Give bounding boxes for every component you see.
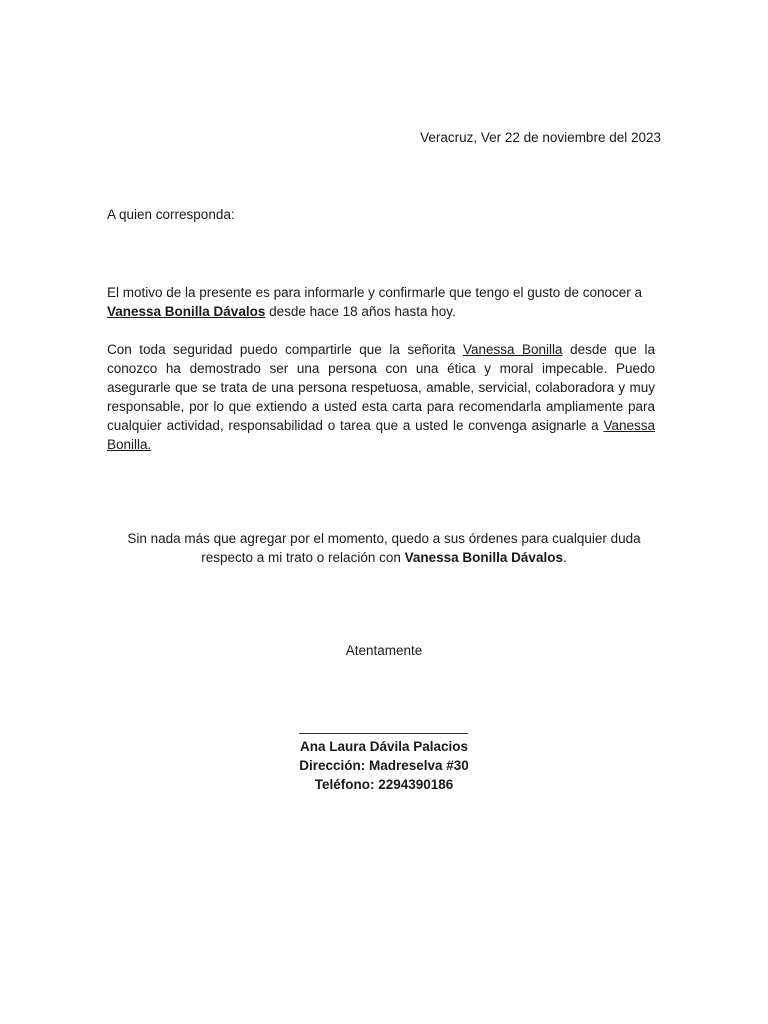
closing-person-name: Vanessa Bonilla Dávalos (404, 550, 563, 565)
letter-date: Veracruz, Ver 22 de noviembre del 2023 (420, 130, 661, 145)
recommended-person-name-end: Vanessa Bonilla. (107, 418, 655, 452)
signer-phone: Teléfono: 2294390186 (314, 777, 454, 792)
paragraph-introduction (107, 283, 655, 321)
signer-name: Ana Laura Dávila Palacios (299, 739, 469, 754)
signer-address: Dirección: Madreselva #30 (299, 758, 469, 773)
recommended-person-name: Vanessa Bonilla Dávalos (107, 304, 266, 319)
paragraph-intro-rest: desde hace 18 años hasta hoy. (269, 304, 456, 319)
closing-paragraph (107, 529, 661, 567)
salutation: A quien corresponda: (107, 207, 235, 222)
paragraph-recommendation (107, 340, 655, 454)
recommended-person-name-short: Vanessa Bonilla (462, 342, 563, 357)
paragraph-intro-text: El motivo de la presente es para informarle y confirmarle que tengo el gusto de conocer a (107, 285, 643, 300)
signature-line (299, 733, 468, 734)
recommendation-text-part1: Con toda seguridad puedo compartirle que la señorita (107, 342, 456, 357)
signature-block (0, 737, 768, 794)
closing-period: . (562, 550, 567, 565)
recommendation-text-part2: desde que la conozco ha demostrado ser una persona con una ética y moral impecable. Puedo asegurarle que se trata de una persona respetuosa, amable, servicial, colaboradora y muy responsable, por lo que extiendo a usted esta carta para recomendarla ampliamente para cualquier actividad, responsabilidad o tarea que a usted le convenga asignarle a (107, 342, 655, 433)
closing-text: Sin nada más que agregar por el momento, quedo a sus órdenes para cualquier duda respecto a mi trato o relación con (127, 531, 641, 565)
sign-off: Atentamente (345, 643, 423, 658)
